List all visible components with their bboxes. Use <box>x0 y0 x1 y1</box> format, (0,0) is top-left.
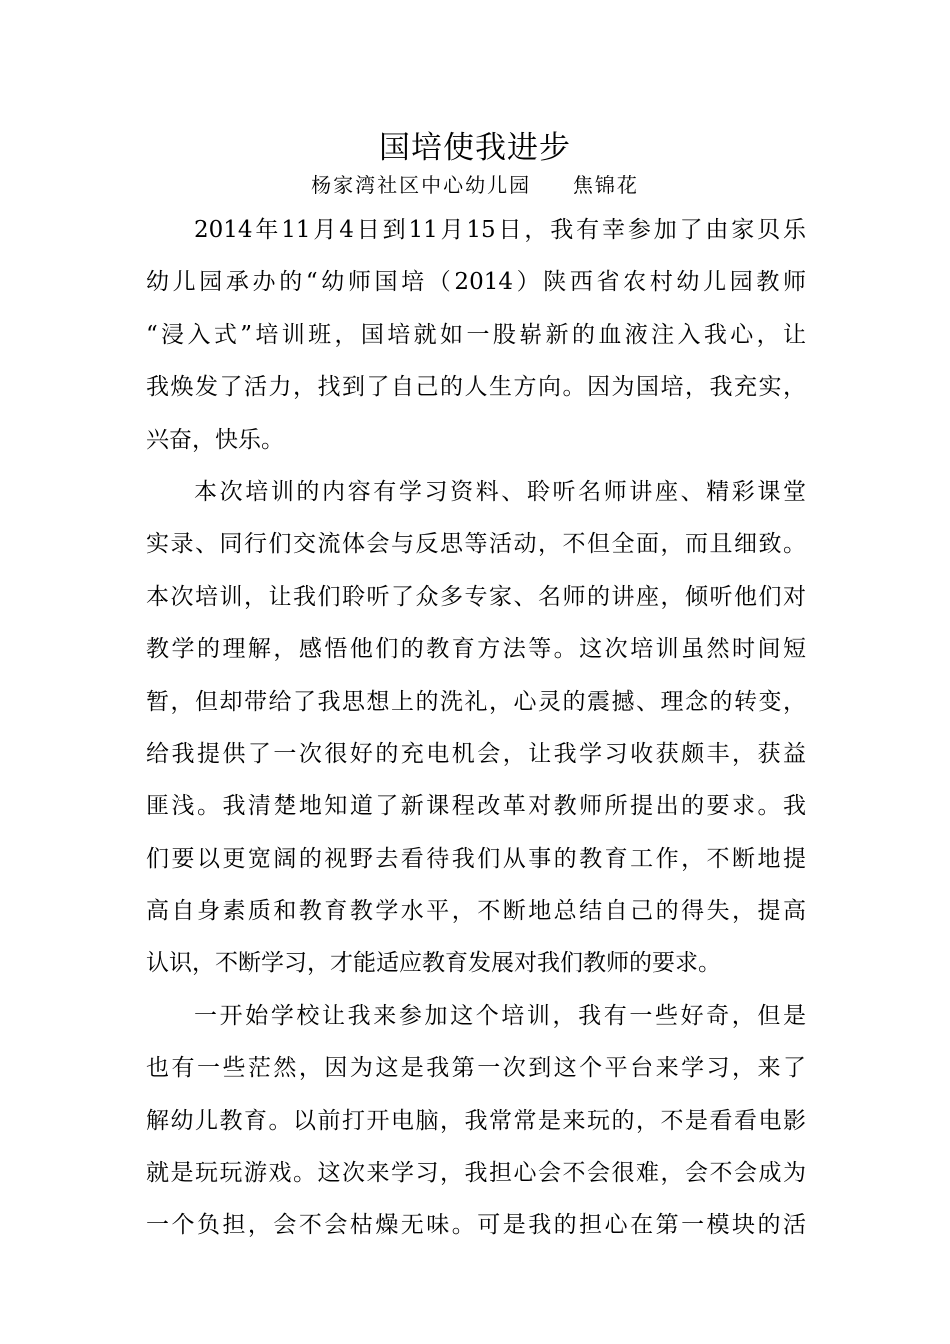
body-line: 教学的理解，感悟他们的教育方法等。这次培训虽然时间短 <box>146 636 806 663</box>
body-line: 兴奋，快乐。 <box>146 426 284 453</box>
body-line: 也有一些茫然，因为这是我第一次到这个平台来学习，来了 <box>146 1055 806 1082</box>
body-line: 高自身素质和教育教学水平，不断地总结自己的得失，提高 <box>146 898 806 925</box>
body-line: 本次培训，让我们聆听了众多专家、名师的讲座，倾听他们对 <box>146 583 806 610</box>
body-line: 实录、同行们交流体会与反思等活动，不但全面，而且细致。 <box>146 531 806 558</box>
author-byline: 杨家湾社区中心幼儿园 焦锦花 <box>311 173 639 197</box>
body-line: 认识，不断学习，才能适应教育发展对我们教师的要求。 <box>146 950 721 977</box>
body-line: 暂，但却带给了我思想上的洗礼，心灵的震撼、理念的转变， <box>146 688 806 715</box>
body-text <box>146 204 806 1252</box>
body-line: 幼儿园承办的“幼师国培（2014）陕西省农村幼儿园教师 <box>146 269 806 296</box>
body-line: 我焕发了活力，找到了自己的人生方向。因为国培，我充实， <box>146 374 806 401</box>
body-line: 一开始学校让我来参加这个培训，我有一些好奇，但是 <box>194 1002 806 1029</box>
body-line: 匪浅。我清楚地知道了新课程改革对教师所提出的要求。我 <box>146 793 806 820</box>
body-line: 解幼儿教育。以前打开电脑，我常常是来玩的，不是看看电影 <box>146 1107 806 1134</box>
body-line: 们要以更宽阔的视野去看待我们从事的教育工作，不断地提 <box>146 845 806 872</box>
body-line: 本次培训的内容有学习资料、聆听名师讲座、精彩课堂 <box>194 478 806 505</box>
body-line: 给我提供了一次很好的充电机会，让我学习收获颇丰，获益 <box>146 740 806 767</box>
body-line: “浸入式”培训班，国培就如一股崭新的血液注入我心，让 <box>146 321 806 348</box>
body-line: 一个负担，会不会枯燥无味。可是我的担心在第一模块的活 <box>146 1212 806 1239</box>
body-line: 就是玩玩游戏。这次来学习，我担心会不会很难，会不会成为 <box>146 1160 806 1187</box>
body-line: 2014年11月4日到11月15日，我有幸参加了由家贝乐 <box>194 217 806 243</box>
document-title: 国培使我进步 <box>379 130 571 166</box>
